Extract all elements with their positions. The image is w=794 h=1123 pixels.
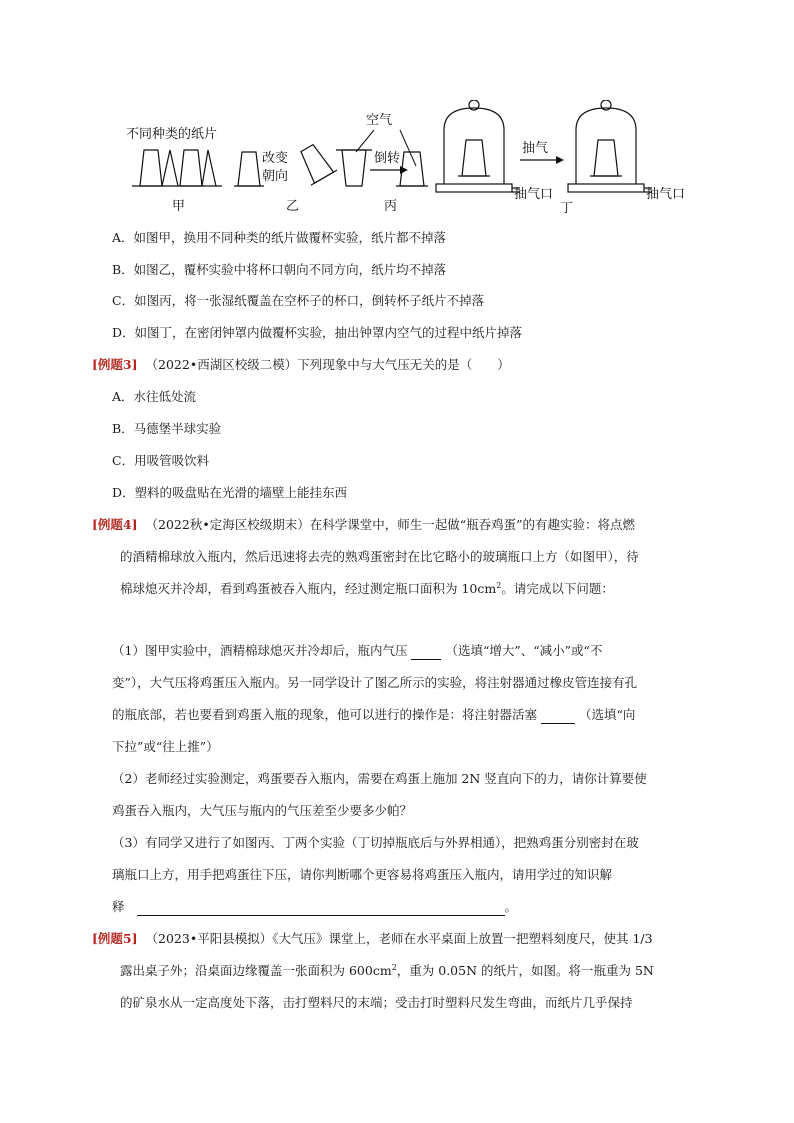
ex3-option-c: C．用吸管吸饮料 (112, 453, 210, 468)
invert-label: 倒转 (374, 151, 401, 166)
part-1-line2: 变”），大气压将鸡蛋压入瓶内。另一同学设计了图乙所示的实验，将注射器通过橡皮管连接有孔 (112, 675, 638, 690)
superscript: 2 (391, 962, 397, 972)
answer-blank[interactable] (411, 645, 441, 660)
part-1-line1 (112, 642, 602, 660)
option-a: A．如图甲，换用不同种类的纸片做覆杯实验，纸片都不掉落 (112, 230, 447, 245)
cup-shape (238, 152, 260, 186)
cup-shape (342, 150, 366, 186)
ex3-option-d: D．塑料的吸盘贴在光滑的墙壁上能挂东西 (112, 485, 348, 500)
text-segment: （选填“增大”、“减小”或“不 (445, 643, 603, 658)
paper-shape (162, 150, 216, 186)
example-tag: [例题3] (92, 357, 138, 372)
ex3-option-b: B．马德堡半球实验 (112, 421, 222, 436)
cup-shape (462, 140, 486, 176)
arrow-icon (556, 156, 564, 164)
cup-shape (180, 150, 202, 186)
cup-shape (594, 140, 618, 176)
text-segment: ，重为 0.05N 的纸片，如图。将一瓶重为 5N (396, 963, 654, 978)
example-4-line1 (92, 516, 635, 534)
bell-jar (576, 108, 636, 184)
text-segment: 棉球熄灭并冷却，看到鸡蛋被吞入瓶内，经过测定瓶口面积为 10cm (120, 581, 497, 596)
text-segment: 释 (112, 899, 125, 914)
example-4-line3 (120, 580, 614, 598)
part-3-line3 (112, 898, 517, 916)
outlet-label-right: 抽气口 (646, 187, 686, 202)
air-label: 空气 (366, 113, 393, 128)
caption-yi: 乙 (286, 199, 300, 214)
example-5-line1 (92, 930, 653, 948)
change-label: 改变 (262, 151, 289, 166)
answer-blank[interactable] (541, 709, 575, 724)
text-segment: 露出桌子外；沿桌面边缘覆盖一张面积为 600cm (120, 963, 392, 978)
part-1-line3 (112, 706, 635, 724)
part-3-line2: 璃瓶口上方，用手把鸡蛋往下压，请你判断哪个更容易将鸡蛋压入瓶内，请用学过的知识解 (112, 867, 613, 882)
outlet-label-left: 抽气口 (514, 187, 554, 202)
example-tag: [例题4] (92, 517, 138, 532)
part-2-line2: 鸡蛋吞入瓶内，大气压与瓶内的气压差至少要多少帕？ (112, 803, 413, 818)
question-text: （2022秋•定海区校级期末）在科学课堂中，师生一起做“瓶吞鸡蛋”的有趣实验：将点燃 (145, 517, 635, 532)
pump-label: 抽气 (522, 141, 549, 156)
bell-jar (444, 108, 504, 184)
example-5-line2 (120, 962, 654, 980)
text-segment: 。 (504, 899, 518, 914)
answer-blank[interactable] (137, 901, 505, 916)
direction-label: 朝向 (262, 169, 289, 184)
ex3-option-a: A．水往低处流 (112, 389, 197, 404)
text-segment: 的瓶底部，若也要看到鸡蛋入瓶的现象，他可以进行的操作是：将注射器活塞 (112, 707, 538, 722)
cup-shape (140, 150, 162, 186)
part-2-line1: （2）老师经过实验测定，鸡蛋要吞入瓶内，需要在鸡蛋上施加 2N 竖直向下的力，请你计算要使 (112, 771, 647, 786)
superscript: 2 (496, 580, 502, 590)
caption-ding: 丁 (560, 201, 574, 216)
tilted-cup (294, 141, 337, 185)
caption-jia: 甲 (172, 199, 186, 214)
option-d: D．如图丁，在密闭钟罩内做覆杯实验，抽出钟罩内空气的过程中纸片掉落 (112, 325, 523, 340)
paper-label: 不同种类的纸片 (126, 127, 218, 142)
experiment-figure (120, 100, 710, 218)
example-tag: [例题5] (92, 931, 138, 946)
example-3-stem (92, 356, 510, 374)
text-segment: （1）图甲实验中，酒精棉球熄灭并冷却后，瓶内气压 (112, 643, 408, 658)
question-text: （2022•西湖区校级二模）下列现象中与大气压无关的是（ ） (145, 357, 510, 372)
example-4-line2: 的酒精棉球放入瓶内，然后迅速将去壳的熟鸡蛋密封在比它略小的玻璃瓶口上方（如图甲），待 (120, 549, 639, 564)
part-3-line1: （3）有同学又进行了如图丙、丁两个实验（丁切掉瓶底后与外界相通），把熟鸡蛋分别密封在玻 (112, 835, 639, 850)
part-1-line4: 下拉”或“往上推”） (112, 739, 219, 754)
option-b: B．如图乙，覆杯实验中将杯口朝向不同方向，纸片均不掉落 (112, 262, 447, 277)
option-c: C．如图丙，将一张湿纸覆盖在空杯子的杯口，倒转杯子纸片不掉落 (112, 293, 485, 308)
caption-bing: 丙 (384, 199, 398, 214)
question-text: （2023•平阳县模拟）《大气压》课堂上，老师在水平桌面上放置一把塑料刻度尺，使其 1/3 (145, 931, 653, 946)
example-5-line3: 的矿泉水从一定高度处下落，击打塑料尺的末端；受击打时塑料尺发生弯曲，而纸片几乎保持 (120, 995, 633, 1010)
text-segment: 。请完成以下问题： (501, 581, 614, 596)
text-segment: （选填“向 (578, 707, 636, 722)
